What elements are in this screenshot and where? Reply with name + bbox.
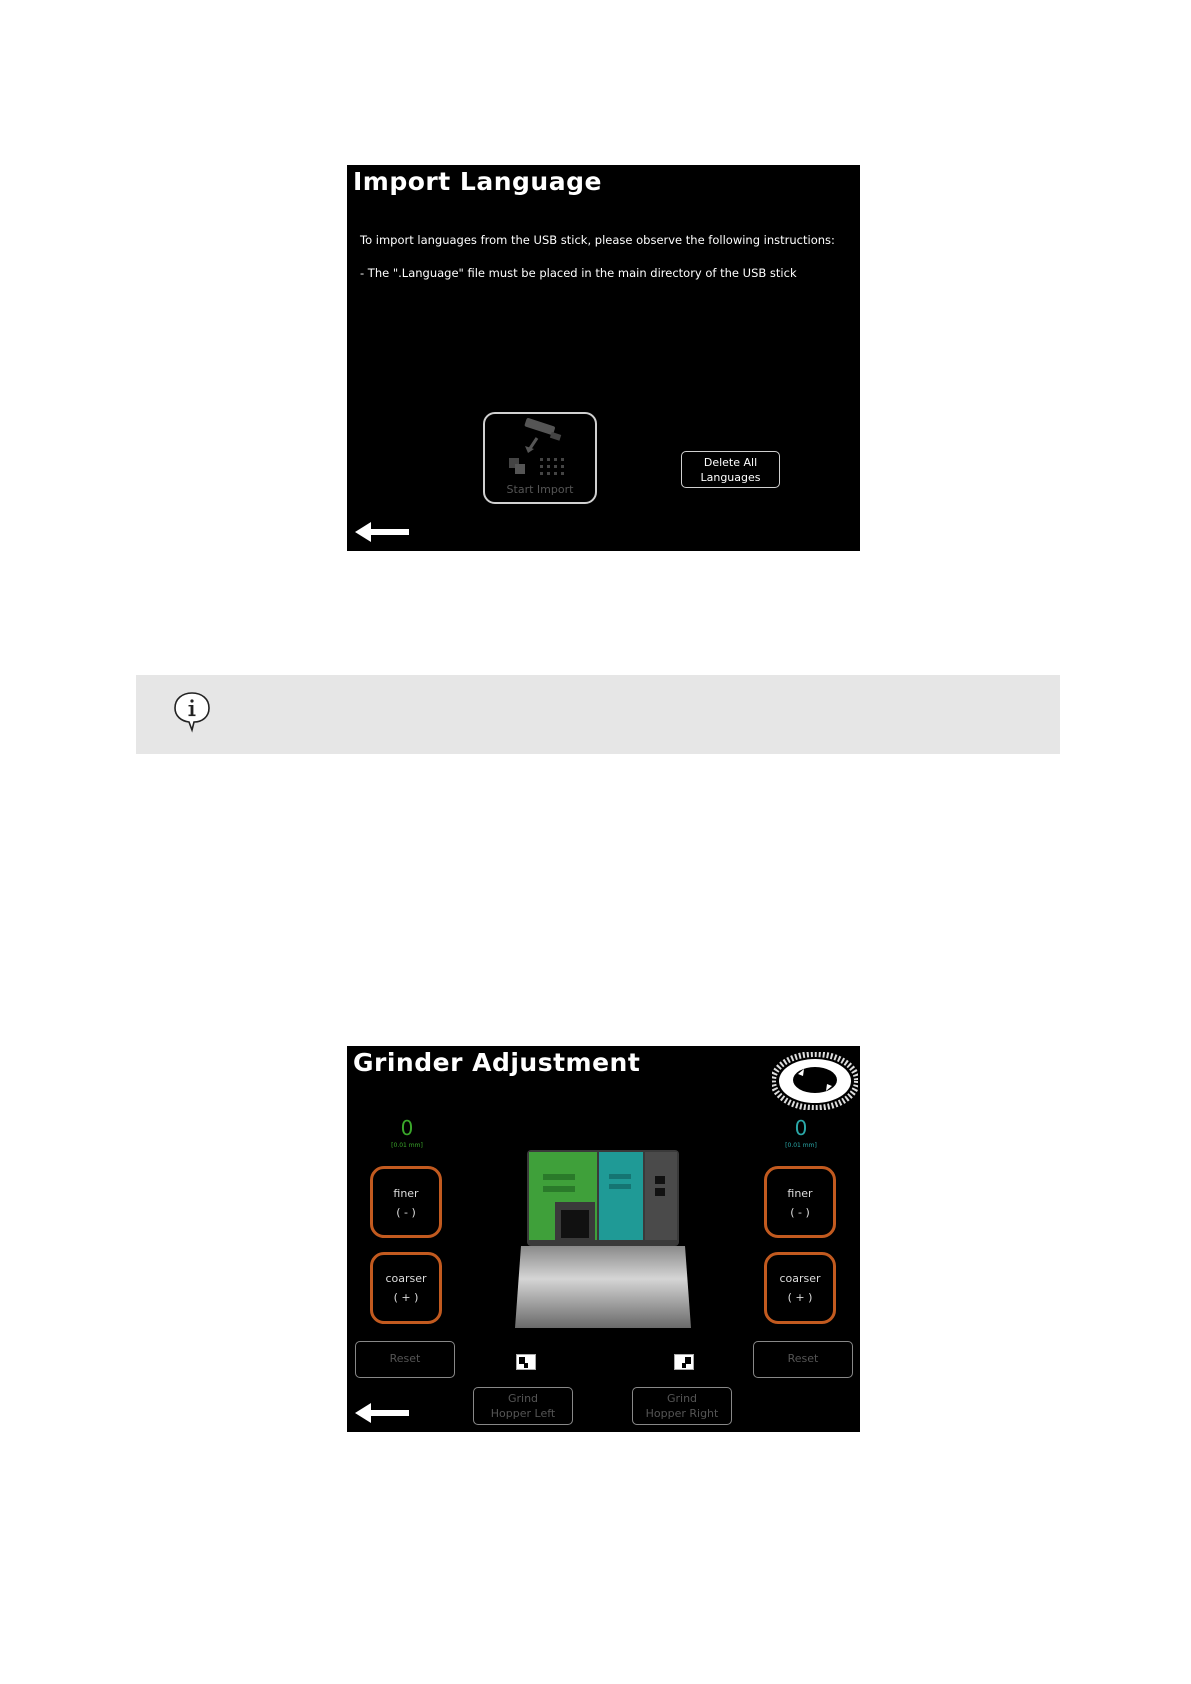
- screen-title: Import Language: [353, 167, 602, 196]
- right-coarser-button[interactable]: [764, 1252, 836, 1324]
- left-coarser-button[interactable]: [370, 1252, 442, 1324]
- instruction-text-file: - The ".Language" file must be placed in the main directory of the USB stick: [360, 266, 797, 280]
- delete-all-languages-button[interactable]: [681, 451, 780, 488]
- coarser-label: coarser: [385, 1272, 427, 1285]
- coffee-machine-hopper-image: [515, 1148, 691, 1328]
- coarser-label: coarser: [779, 1272, 821, 1285]
- grind-right-line1: Grind: [666, 1392, 698, 1405]
- right-reset-button[interactable]: [753, 1341, 853, 1378]
- screen-title: Grinder Adjustment: [353, 1048, 641, 1077]
- start-import-label: Start Import: [506, 483, 574, 496]
- finer-label: finer: [393, 1187, 419, 1200]
- right-unit-label: [0.01 mm]: [785, 1142, 817, 1149]
- coarser-sign: ( + ): [393, 1291, 419, 1304]
- delete-all-label-line2: Languages: [700, 471, 761, 484]
- back-arrow-icon[interactable]: [353, 1401, 411, 1425]
- import-language-screen: [347, 165, 860, 551]
- grind-hopper-right-button[interactable]: [632, 1387, 732, 1425]
- hopper-right-select-icon[interactable]: [674, 1354, 694, 1370]
- finer-sign: ( - ): [396, 1206, 416, 1219]
- info-note-box: [136, 675, 1060, 754]
- reset-label: Reset: [787, 1352, 819, 1365]
- delete-all-label-line1: Delete All: [703, 456, 758, 469]
- hopper-left-select-icon[interactable]: [516, 1354, 536, 1370]
- right-grind-value: 0: [794, 1116, 808, 1140]
- grind-right-line2: Hopper Right: [645, 1407, 719, 1420]
- grinder-gear-icon[interactable]: [772, 1052, 858, 1110]
- finer-label: finer: [787, 1187, 813, 1200]
- left-grind-value: 0: [400, 1116, 414, 1140]
- info-speech-bubble-icon: [172, 690, 212, 734]
- reset-label: Reset: [389, 1352, 421, 1365]
- grinder-adjustment-screen: [347, 1046, 860, 1432]
- coarser-sign: ( + ): [787, 1291, 813, 1304]
- instruction-text: To import languages from the USB stick, please observe the following instructions:: [360, 233, 835, 247]
- right-finer-button[interactable]: [764, 1166, 836, 1238]
- left-unit-label: [0.01 mm]: [391, 1142, 423, 1149]
- usb-import-icon: [485, 416, 595, 486]
- grind-hopper-left-button[interactable]: [473, 1387, 573, 1425]
- left-finer-button[interactable]: [370, 1166, 442, 1238]
- grind-left-line2: Hopper Left: [490, 1407, 556, 1420]
- left-reset-button[interactable]: [355, 1341, 455, 1378]
- finer-sign: ( - ): [790, 1206, 810, 1219]
- grind-left-line1: Grind: [507, 1392, 539, 1405]
- start-import-button[interactable]: [483, 412, 597, 504]
- back-arrow-icon[interactable]: [353, 520, 411, 544]
